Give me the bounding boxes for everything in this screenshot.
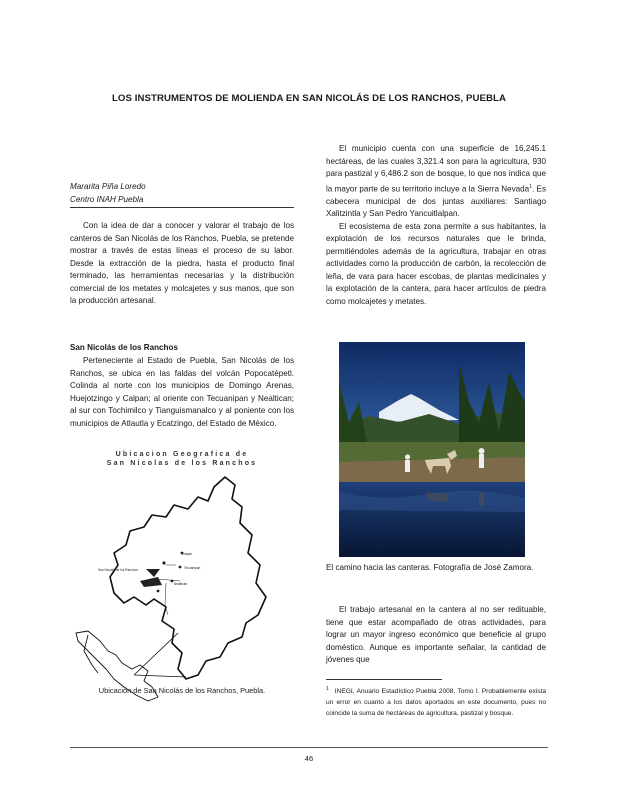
intro-text: Con la idea de dar a conocer y valorar el trabajo de los canteros de San Nicolás de los Ranchos, Puebla, se pretende mostrar a través de estas líneas el proceso de su labor. Desde la extracción de la piedra, hasta el producto final terminado, las herramientas necesarias y la distribución comercial de los metates y molcajetes y sus manos, que son la producción artesanal. [70, 221, 294, 305]
intro-paragraph [70, 220, 294, 308]
footnote-text: INEGI, Anuario Estadístico Puebla 2008, Tomo I. Probablemente exista un error en cuanto a los datos aportados en este documento, pues no coincide la suma de hectáreas de agricultura, pastizal y bosque. [326, 688, 546, 718]
map-caption: Ubicación de San Nicolás de los Ranchos, Puebla. [98, 686, 266, 695]
landscape-photo-image [339, 342, 525, 557]
author-affiliation: Centro INAH Puebla [70, 195, 144, 204]
location-map [70, 447, 294, 705]
paragraph-surface [326, 143, 546, 221]
paragraph-surface-text-a: El municipio cuenta con una superficie de 16,245.1 hectáreas, de las cuales 3,321.4 son para la agricultura, 930 para pastizal y 6,486.2 son de bosque, lo que nos indica que la mayor parte de su territorio incluye a la Sierra Nevada [326, 144, 546, 194]
footnote-number: 1 [326, 686, 329, 692]
photo-caption-text: El camino hacia las canteras. Fotografía de José Zamora. [326, 563, 534, 572]
section-body [70, 355, 294, 430]
paragraph-artisan-work: El trabajo artesanal en la cantera al no ser redituable, tiene que estar acompañado de otras actividades, para lograr un mayor ingreso económico que beneficie al grupo doméstico. Aunque es importante señalar, la cantidad de jóvenes que [326, 605, 546, 664]
svg-text:Tecuanipan: Tecuanipan [184, 566, 201, 570]
puebla-outline-map [70, 465, 294, 705]
map-title-line2: San Nicolas de los Ranchos [106, 460, 258, 467]
author-block [70, 180, 146, 206]
quarry-road-photo [339, 342, 525, 557]
page-number: 46 [304, 754, 314, 763]
right-column-top [326, 143, 546, 308]
svg-text:Nealtican: Nealtican [174, 582, 188, 586]
footnote-divider [326, 679, 442, 680]
right-column-bottom [326, 604, 546, 667]
author-divider [70, 207, 294, 208]
paragraph-ecosystem: El ecosistema de esta zona permite a sus habitantes, la explotación de los recursos naturales que le brinda, permitiéndoles además de la agricultura, trabajar en otras actividades como la producción de carbón, la recolección de leña, de vara para hacer escobas, de plantas medicinales y la explotación de la cantera, para hacer artículos de piedra como molcajetes y metates. [326, 221, 546, 306]
svg-text:Calpan: Calpan [182, 552, 193, 556]
section-heading: San Nicolás de los Ranchos [70, 343, 178, 352]
author-name: Mararita Piña Loredo [70, 182, 146, 191]
page-title: LOS INSTRUMENTOS DE MOLIENDA EN SAN NICOLÁS DE LOS RANCHOS, PUEBLA [111, 93, 507, 104]
svg-text:San Nicolás de los Ranchos: San Nicolás de los Ranchos [98, 568, 138, 572]
paragraph-surface-text-b: . Es cabecera municipal de dos juntas auxiliares: Santiago Xalitzintla y San Pedro Yancuitlalpan. [326, 184, 546, 219]
page-footer-rule [70, 747, 548, 748]
section-text: Perteneciente al Estado de Puebla, San Nicolás de los Ranchos, se ubica en las faldas del volcán Popocatépetl. Colinda al norte con los municipios de Domingo Arenas, Huejotzingo y Calpan; al oriente con Tecuanipan y Nealtican; al sur con Tochimilco y Tianguismanalco y al poniente con los municipios de Atlautla y Ecatzingo, del Estado de México. [70, 356, 294, 428]
map-title-line1: Ubicacion Geografica de [115, 451, 249, 458]
footnote-ref: 1 [529, 183, 532, 190]
footnote [326, 684, 546, 719]
photo-caption [326, 562, 546, 575]
